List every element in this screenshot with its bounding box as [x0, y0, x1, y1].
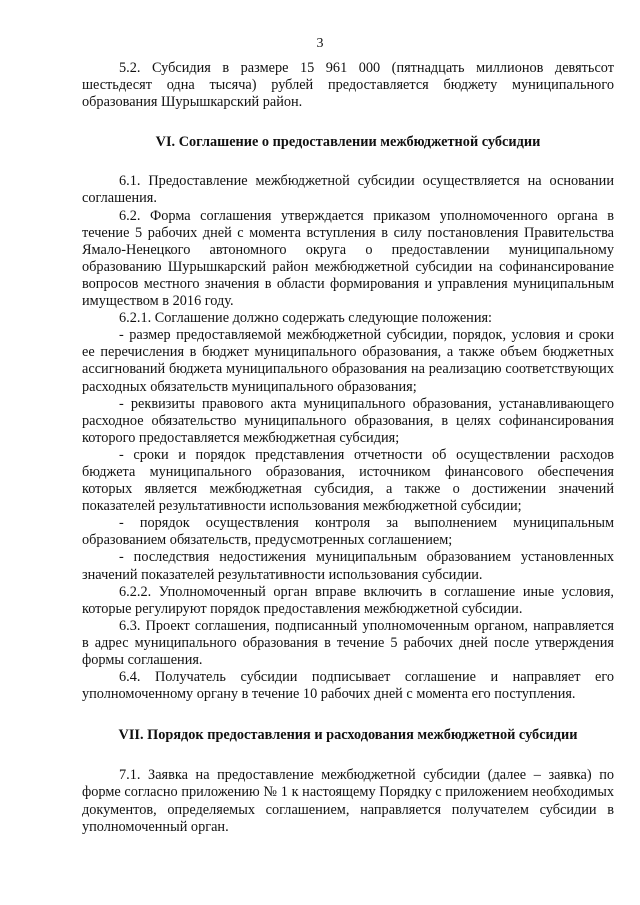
paragraph-6-1: 6.1. Предоставление межбюджетной субсидии осуществляется на основании соглашения.: [82, 173, 614, 207]
paragraph-6-4: 6.4. Получатель субсидии подписывает соглашение и направляет его уполномоченному органу в течение 10 рабочих дней с момента его поступления.: [82, 669, 614, 703]
list-item-1: - размер предоставляемой межбюджетной субсидии, порядок, условия и сроки ее перечисления в бюджет муниципального образования, а также объем бюджетных ассигнований бюджета муниципального образования на реализацию соответствующих расходных обязательств муниципального образования;: [82, 327, 614, 395]
document-body: [82, 60, 614, 836]
paragraph-6-2-2: 6.2.2. Уполномоченный орган вправе включить в соглашение иные условия, которые регулируют порядок предоставления межбюджетной субсидии.: [82, 583, 614, 617]
page-number: 3: [316, 36, 324, 51]
paragraph-6-2: 6.2. Форма соглашения утверждается приказом уполномоченного органа в течение 5 рабочих дней с момента вступления в силу постановления Правительства Ямало-Ненецкого автономного округа о предоставлении муниципальному образованию Шурышкарский район межбюджетной субсидии на софинансирование вопросов местного значения в области формирования и управления муниципальным имуществом в 2016 году.: [82, 207, 614, 310]
paragraph-7-1: 7.1. Заявка на предоставление межбюджетной субсидии (далее – заявка) по форме согласно приложению № 1 к настоящему Порядку с приложением необходимых документов, определяемых соглашением, направляется получателем субсидии в уполномоченный орган.: [82, 767, 614, 835]
paragraph-5-2: 5.2. Субсидия в размере 15 961 000 (пятнадцать миллионов девятьсот шестьдесят одна тысяча) рублей предоставляется бюджету муниципального образования Шурышкарский район.: [82, 60, 614, 111]
paragraph-6-2-1: 6.2.1. Соглашение должно содержать следующие положения:: [119, 310, 493, 327]
section-heading-6: VI. Соглашение о предоставлении межбюджетной субсидии: [155, 134, 541, 151]
list-item-2: - реквизиты правового акта муниципального образования, устанавливающего расходное обязательство муниципального образования, в целях софинансирования которого предоставляется межбюджетная субсидия;: [82, 395, 614, 446]
paragraph-6-3: 6.3. Проект соглашения, подписанный уполномоченным органом, направляется в адрес муниципального образования в течение 5 рабочих дней после утверждения формы соглашения.: [82, 617, 614, 668]
list-item-4: - порядок осуществления контроля за выполнением муниципальным образованием обязательств, предусмотренных соглашением;: [82, 515, 614, 549]
list-item-5: - последствия недостижения муниципальным образованием установленных значений показателей результативности использования субсидии.: [82, 549, 614, 583]
list-item-3: - сроки и порядок представления отчетности об осуществлении расходов бюджета муниципального образования, источником финансового обеспечения которых является межбюджетная субсидия, а также о достижении значений показателей результативности использования межбюджетной субсидии;: [82, 446, 614, 515]
section-heading-7: VII. Порядок предоставления и расходования межбюджетной субсидии: [118, 727, 578, 744]
